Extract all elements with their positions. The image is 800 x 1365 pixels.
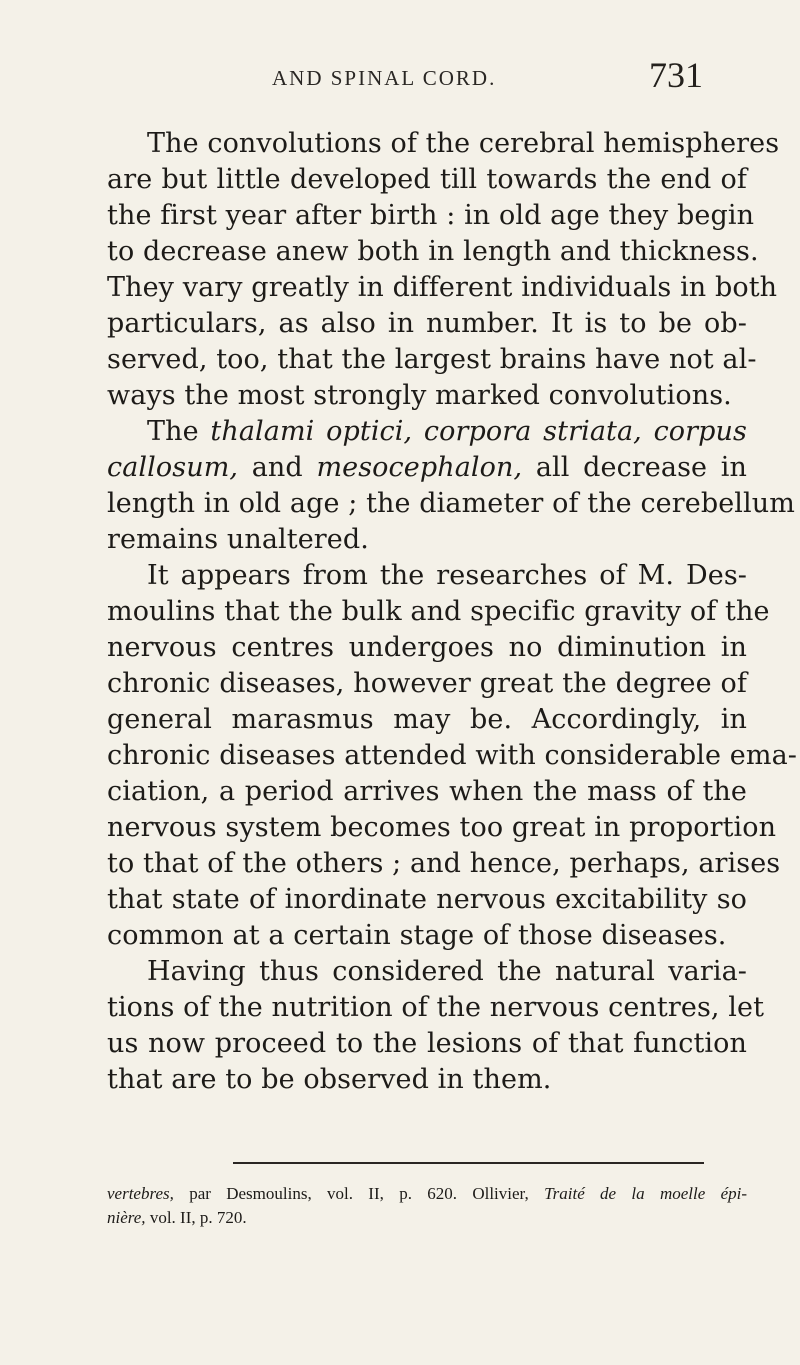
text-line: chronic diseases, however great the degree of xyxy=(107,668,747,699)
text-line: the first year after birth : in old age they begin xyxy=(107,200,755,231)
text-run: all decrease in xyxy=(535,452,747,483)
text-line: to that of the others ; and hence, perhaps, arises xyxy=(107,848,781,879)
italic-term: thalami optici, xyxy=(210,416,413,447)
body-text xyxy=(107,126,797,1098)
text-line xyxy=(107,414,747,450)
text-line: nervous centres undergoes no diminution in xyxy=(107,632,747,663)
text-line: are but little developed till towards the end of xyxy=(107,164,747,195)
italic-term: callosum, xyxy=(107,452,239,483)
text-line: us now proceed to the lesions of that function xyxy=(107,1028,747,1059)
text-line: They vary greatly in different individuals in both xyxy=(107,272,778,303)
running-head: AND SPINAL CORD. xyxy=(272,66,497,90)
text-line: chronic diseases attended with considerable ema- xyxy=(107,740,797,771)
text-run: and xyxy=(251,452,303,483)
text-line: to decrease anew both in length and thickness. xyxy=(107,236,759,267)
footnote xyxy=(107,1182,747,1230)
text-run: vol. II, p. 720. xyxy=(149,1208,247,1227)
italic-term: corpora striata, xyxy=(423,416,642,447)
text-line: ways the most strongly marked convolutions. xyxy=(107,380,732,411)
footnote-line xyxy=(107,1182,747,1206)
italic-term: vertebres, xyxy=(107,1184,174,1203)
text-line xyxy=(107,450,747,486)
text-line: common at a certain stage of those diseases. xyxy=(107,920,727,951)
footnote-divider xyxy=(233,1162,704,1164)
italic-term: mesocephalon, xyxy=(316,452,523,483)
text-line: that are to be observed in them. xyxy=(107,1064,552,1095)
text-line: ciation, a period arrives when the mass of the xyxy=(107,776,747,807)
text-run: The xyxy=(147,416,199,447)
text-line: Having thus considered the natural varia- xyxy=(147,956,747,987)
text-line: nervous system becomes too great in proportion xyxy=(107,812,777,843)
footnote-line xyxy=(107,1206,747,1230)
page-number: 731 xyxy=(649,55,703,95)
italic-term: corpus xyxy=(653,416,747,447)
text-line: It appears from the researches of M. Des- xyxy=(147,560,747,591)
text-line: moulins that the bulk and specific gravity of the xyxy=(107,596,770,627)
italic-term: nière, xyxy=(107,1208,146,1227)
text-line: that state of inordinate nervous excitability so xyxy=(107,884,747,915)
text-line: served, too, that the largest brains have not al- xyxy=(107,344,757,375)
text-line: The convolutions of the cerebral hemispheres xyxy=(147,128,780,159)
text-run: par Desmoulins, vol. II, p. 620. Ollivier, xyxy=(189,1184,529,1203)
italic-term: Traité de la moelle épi- xyxy=(544,1184,748,1203)
text-line: length in old age ; the diameter of the cerebellum xyxy=(107,488,795,519)
text-line: particulars, as also in number. It is to be ob- xyxy=(107,308,747,339)
text-line: tions of the nutrition of the nervous centres, let xyxy=(107,992,765,1023)
text-line: general marasmus may be. Accordingly, in xyxy=(107,704,747,735)
text-line: remains unaltered. xyxy=(107,524,369,555)
